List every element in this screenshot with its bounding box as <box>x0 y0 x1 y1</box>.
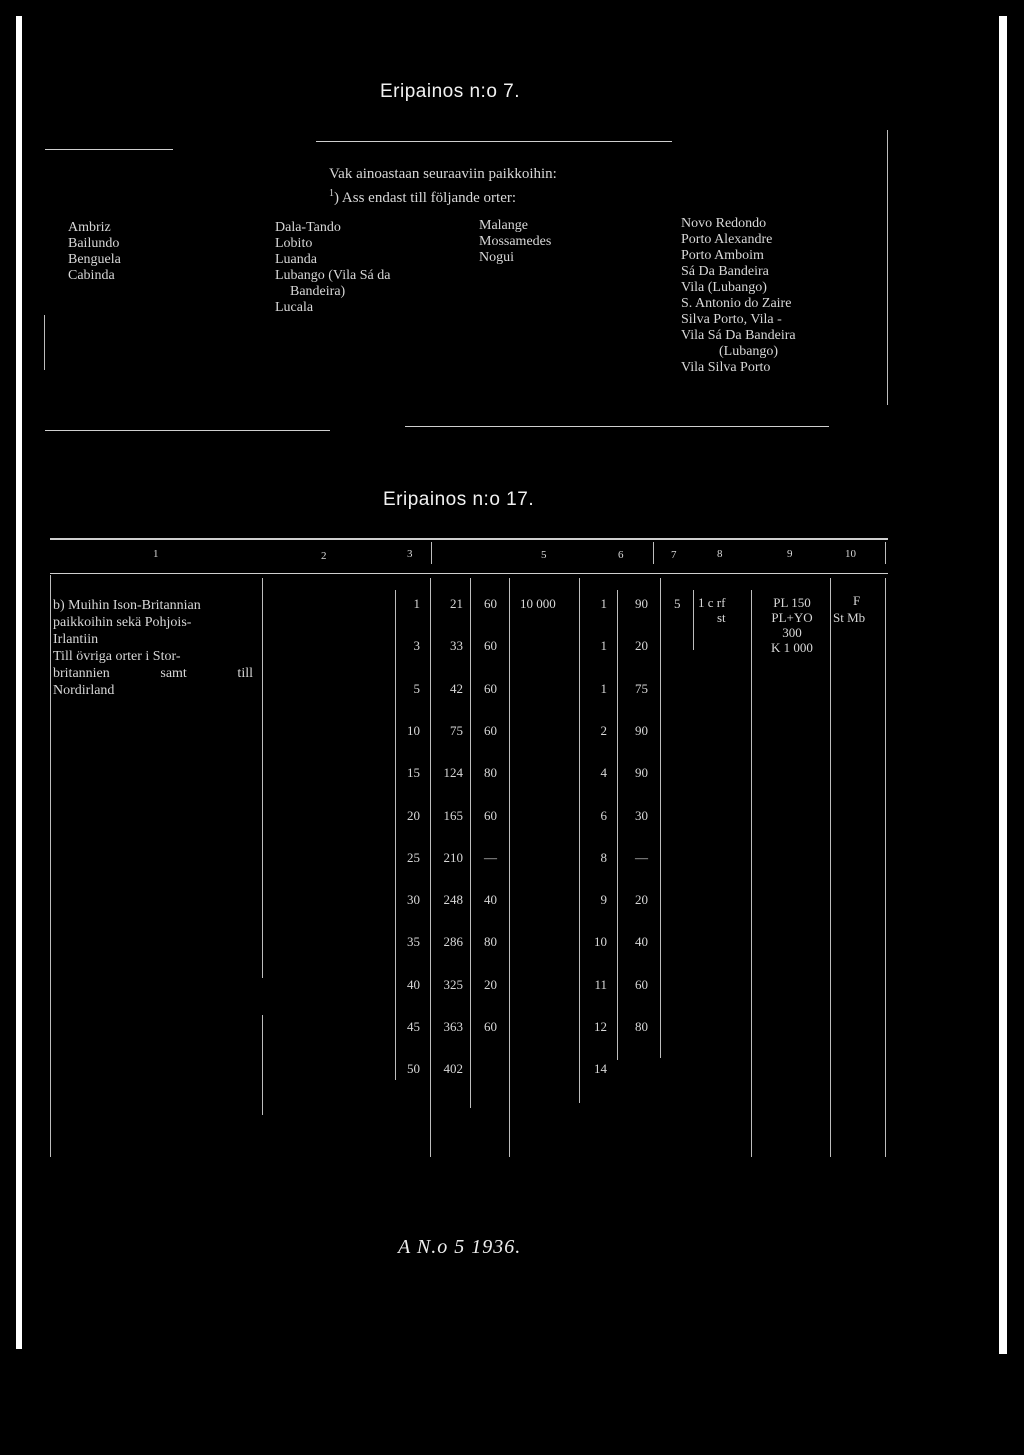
section7-right-rule <box>887 130 888 405</box>
place: Sá Da Bandeira <box>681 264 769 279</box>
col10-value-b: St Mb <box>833 610 866 625</box>
col5-value: 10 000 <box>520 596 556 611</box>
page-title: Eripainos n:o 7. <box>380 81 521 102</box>
cell-weight: 1 <box>413 596 420 611</box>
cell-rate-c: 1 <box>600 680 607 696</box>
place-list-col4 <box>681 216 796 376</box>
description-line: britannien samt till <box>53 666 253 681</box>
section7-bottom-rule-left <box>45 430 330 431</box>
cell-rate-b: 60 <box>484 596 497 611</box>
cell-rate-a: 325 <box>443 976 463 992</box>
cell-rate-c: 10 <box>594 934 607 950</box>
rule-desc-lower <box>262 1015 263 1115</box>
rule-h <box>751 590 752 1157</box>
cell-rate-b: 60 <box>484 680 497 696</box>
place-list-col2 <box>275 220 390 316</box>
cell-weight: 30 <box>407 892 420 908</box>
cell-rate-a: 248 <box>443 892 463 908</box>
col-header-8: 8 <box>717 548 723 560</box>
header-divider-a <box>431 542 432 564</box>
table-left-rule <box>50 575 51 1157</box>
cell-rate-c: 1 <box>600 638 607 654</box>
col8-value-a: 1 c rf <box>698 595 726 610</box>
cell-rate-c: 8 <box>600 849 607 865</box>
rule-f <box>660 578 661 1058</box>
cell-rate-d: 40 <box>635 934 648 950</box>
col9-line: PL 150 <box>773 595 811 610</box>
cell-rate-a: 42 <box>450 680 463 696</box>
description-line: Till övriga orter i Stor- <box>53 649 181 664</box>
place: Ambriz <box>68 220 111 235</box>
cell-rate-a: 402 <box>443 1061 463 1077</box>
place: Nogui <box>479 250 514 265</box>
place: Dala-Tando <box>275 220 341 235</box>
cell-rate-d: 90 <box>635 765 648 781</box>
place: Porto Amboim <box>681 248 764 263</box>
cell-rate-b: 20 <box>484 976 497 992</box>
place: Novo Redondo <box>681 216 767 231</box>
cell-rate-c: 14 <box>594 1061 607 1077</box>
col8-value-b: st <box>717 610 726 625</box>
cell-rate-d: 90 <box>635 596 648 611</box>
row-description <box>53 597 253 699</box>
place: Lucala <box>275 300 314 315</box>
cell-rate-c: 9 <box>600 892 607 908</box>
cell-weight: 25 <box>407 849 420 865</box>
col9-line: 300 <box>782 625 802 640</box>
col-header-2: 2 <box>321 550 327 562</box>
rule-c <box>509 578 510 1157</box>
cell-rate-b: 80 <box>484 934 497 950</box>
description-line: Irlantiin <box>53 632 99 647</box>
description-line: b) Muihin Ison-Britannian <box>53 598 201 613</box>
rule-g <box>693 590 694 650</box>
cell-rate-d: 90 <box>635 722 648 738</box>
place: Malange <box>479 218 528 233</box>
place: (Lubango) <box>719 344 779 359</box>
cell-rate-d: 60 <box>635 976 648 992</box>
restriction-note-sv-text: ) Ass endast till följande orter: <box>334 190 517 206</box>
cell-rate-a: 210 <box>443 849 463 865</box>
header-divider-b <box>653 542 654 564</box>
cell-weight: 10 <box>407 722 420 738</box>
cell-weight: 3 <box>413 638 420 654</box>
place: Mossamedes <box>479 234 552 249</box>
cell-rate-d: 20 <box>635 638 648 654</box>
cell-weight: 40 <box>407 976 420 992</box>
restriction-note <box>329 164 557 208</box>
cell-rate-d: 75 <box>635 680 648 696</box>
description-line: paikkoihin sekä Pohjois- <box>53 615 192 630</box>
place: S. Antonio do Zaire <box>681 296 792 311</box>
cell-rate-a: 165 <box>443 807 463 823</box>
col9-line: K 1 000 <box>771 640 813 655</box>
place-list-col3 <box>479 218 551 266</box>
place: Lubango (Vila Sá da <box>275 268 391 283</box>
rule-i <box>830 578 831 1157</box>
cell-weight: 45 <box>407 1019 420 1034</box>
cell-rate-b: 40 <box>484 892 497 908</box>
rule-w <box>395 590 396 1080</box>
footnote-mark: 1 <box>329 188 334 199</box>
cell-rate-d: — <box>635 849 648 865</box>
cell-rate-c: 6 <box>600 807 607 823</box>
cell-rate-c: 12 <box>594 1019 607 1034</box>
top-rule-right <box>316 141 672 142</box>
cell-weight: 5 <box>413 680 420 696</box>
section7-bottom-rule-right <box>405 426 829 427</box>
place: Vila Silva Porto <box>681 360 771 375</box>
col-header-10: 10 <box>845 548 856 560</box>
cell-rate-b: 60 <box>484 638 497 654</box>
right-border <box>999 16 1007 1354</box>
cell-rate-a: 124 <box>443 765 463 781</box>
cell-rate-c: 1 <box>600 596 607 611</box>
cell-rate-a: 33 <box>450 638 463 654</box>
table-right-rule <box>885 578 886 1157</box>
place: Vila (Lubango) <box>681 280 767 295</box>
cell-rate-b: 60 <box>484 722 497 738</box>
place: Bailundo <box>68 236 120 251</box>
place: Bandeira) <box>290 284 346 299</box>
col7-value: 5 <box>674 596 681 611</box>
cell-rate-b: — <box>484 849 497 865</box>
cell-rate-d: 80 <box>635 1019 648 1034</box>
cell-rate-c: 2 <box>600 722 607 738</box>
cell-rate-d: 20 <box>635 892 648 908</box>
description-line: Nordirland <box>53 683 115 698</box>
cell-weight: 35 <box>407 934 420 950</box>
cell-rate-b: 60 <box>484 807 497 823</box>
restriction-note-sv <box>329 184 557 208</box>
cell-weight: 15 <box>407 765 420 781</box>
cell-rate-a: 286 <box>443 934 463 950</box>
col-header-9: 9 <box>787 548 793 560</box>
place: Lobito <box>275 236 313 251</box>
cell-rate-b: 60 <box>484 1019 497 1034</box>
col9-values <box>757 595 827 655</box>
col-header-7: 7 <box>671 549 677 561</box>
cell-rate-c: 4 <box>600 765 607 781</box>
place: Vila Sá Da Bandeira <box>681 328 796 343</box>
place: Silva Porto, Vila - <box>681 312 782 327</box>
col-header-3: 3 <box>407 548 413 560</box>
header-bottom-rule <box>50 573 888 574</box>
col-header-5: 5 <box>541 549 547 561</box>
section7-left-rule <box>44 315 45 370</box>
footer-reference: A N.o 5 1936. <box>398 1236 522 1258</box>
header-divider-c <box>885 542 886 564</box>
place: Cabinda <box>68 268 115 283</box>
place: Porto Alexandre <box>681 232 773 247</box>
restriction-note-fi: Vak ainoastaan seuraaviin paikkoihin: <box>329 166 557 182</box>
cell-weight: 20 <box>407 807 420 823</box>
cell-rate-a: 363 <box>443 1019 463 1034</box>
cell-weight: 50 <box>407 1061 420 1077</box>
cell-rate-a: 21 <box>450 596 463 611</box>
table-top-rule <box>50 538 888 540</box>
top-rule-left <box>45 149 173 150</box>
place: Benguela <box>68 252 121 267</box>
col10-value-a: F <box>853 593 861 608</box>
cell-rate-a: 75 <box>450 722 463 738</box>
cell-rate-c: 11 <box>594 976 607 992</box>
col9-line: PL+YO <box>771 610 813 625</box>
rule-desc <box>262 578 263 978</box>
left-border <box>16 16 22 1349</box>
place-list-col1 <box>68 220 121 284</box>
col-header-1: 1 <box>153 548 159 560</box>
cell-rate-d: 30 <box>635 807 648 823</box>
cell-rate-b: 80 <box>484 765 497 781</box>
place: Luanda <box>275 252 317 267</box>
col-header-6: 6 <box>618 549 624 561</box>
section-title: Eripainos n:o 17. <box>383 489 535 510</box>
